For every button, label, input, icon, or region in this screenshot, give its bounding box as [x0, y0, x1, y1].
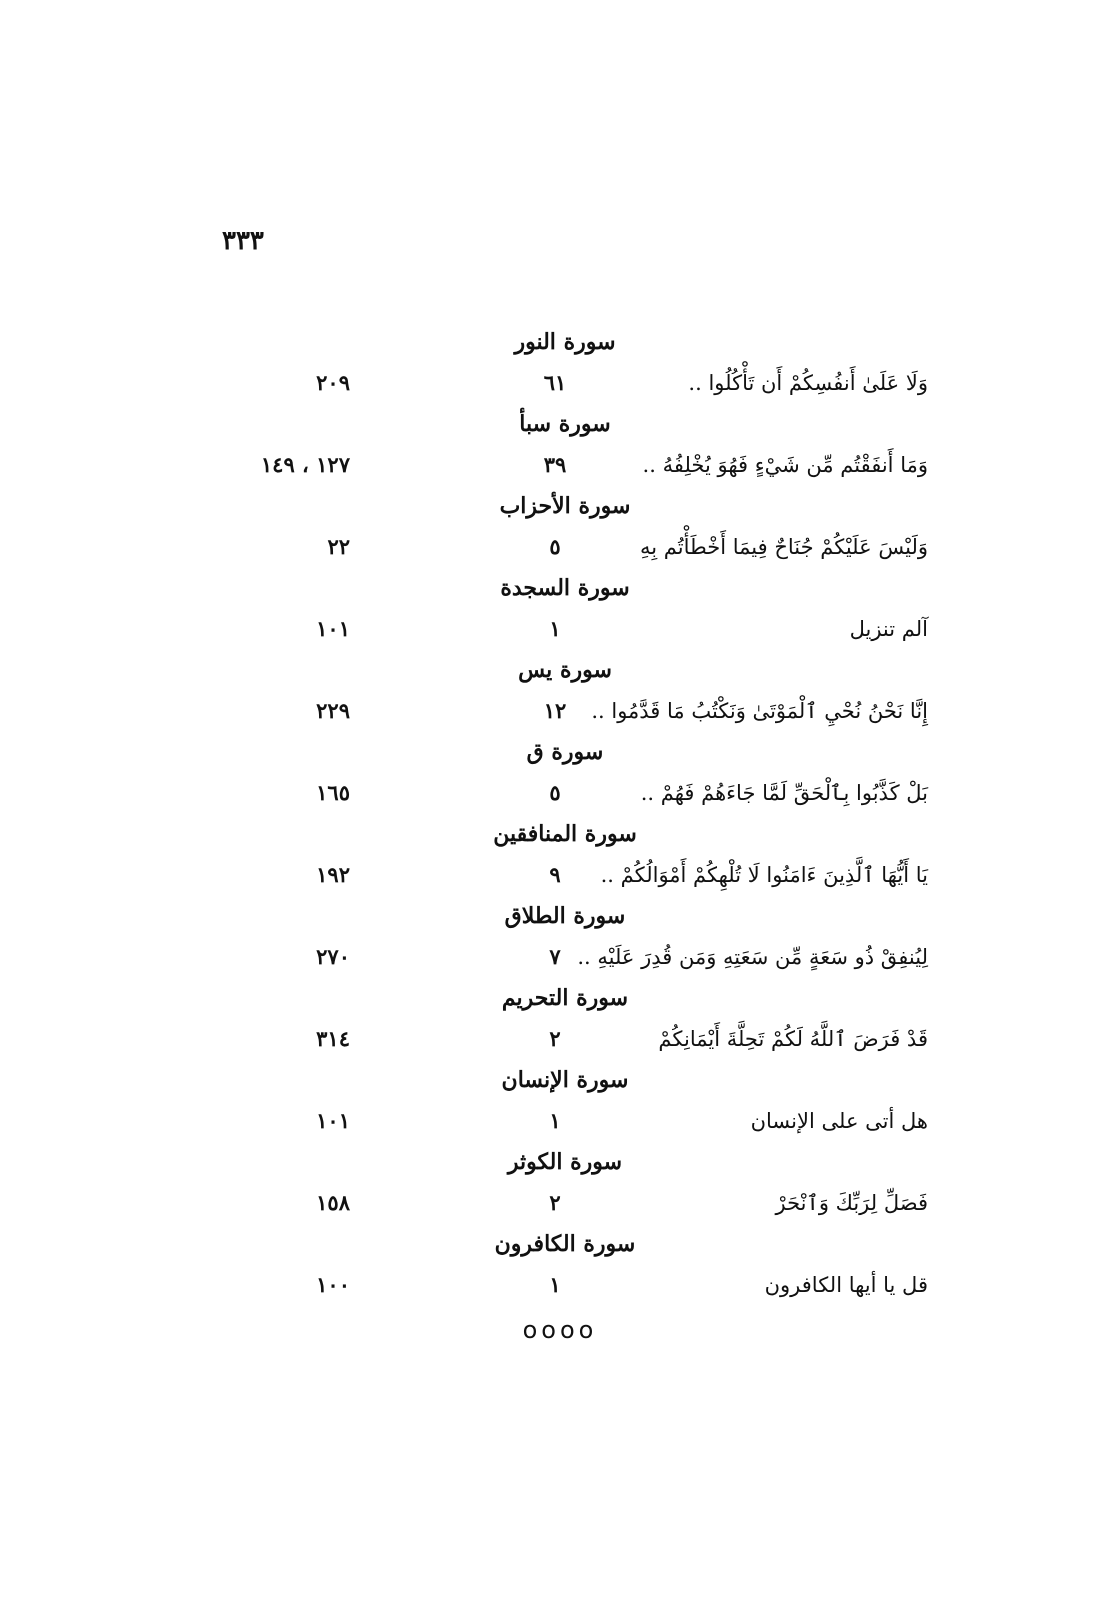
- ayah-number: ٣٩: [543, 452, 567, 477]
- sura-block-al-insan: [0, 1060, 1120, 1142]
- sura-block-qaf: [0, 732, 1120, 814]
- sura-title: سورة سبأ: [519, 411, 611, 437]
- page-references: ٣١٤: [316, 1026, 350, 1051]
- page-references: ١٠٠: [316, 1272, 350, 1297]
- verse-text: وَمَا أَنفَقْتُم مِّن شَيْءٍ فَهُوَ يُخْلِفُهُ ..: [642, 453, 928, 477]
- verse-text: فَصَلِّ لِرَبِّكَ وَٱنْحَرْ: [775, 1191, 928, 1215]
- ayah-number: ١٢: [543, 698, 567, 723]
- page-references: ١٠١: [316, 616, 350, 641]
- sura-title: سورة الكافرون: [494, 1231, 636, 1257]
- sura-block-al-munafiqun: [0, 814, 1120, 896]
- sura-title: سورة النور: [514, 329, 616, 355]
- ayah-number: ١: [549, 1272, 561, 1297]
- sura-block-at-tahrim: [0, 978, 1120, 1060]
- ayah-number: ٦١: [543, 370, 567, 395]
- ayah-number: ٢: [549, 1190, 561, 1215]
- sura-block-al-kafirun: [0, 1224, 1120, 1306]
- verse-entry: [0, 608, 1120, 650]
- verse-text: وَلَا عَلَىٰ أَنفُسِكُمْ أَن تَأْكُلُوا ..: [688, 371, 928, 395]
- page-references: ١٩٢: [316, 862, 350, 887]
- verse-entry: [0, 444, 1120, 486]
- ayah-number: ٢: [549, 1026, 561, 1051]
- verse-entry: [0, 1264, 1120, 1306]
- page-references: ٢٢٩: [316, 698, 350, 723]
- sura-title: سورة التحريم: [501, 985, 629, 1011]
- ayah-number: ٥: [549, 534, 561, 559]
- verse-text: هل أتى على الإنسان: [750, 1109, 928, 1133]
- sura-title: سورة يس: [518, 657, 612, 683]
- page-references: ١٥٨: [316, 1190, 350, 1215]
- ayah-number: ١: [549, 616, 561, 641]
- verse-text: يَا أَيُّهَا ٱلَّذِينَ ءَامَنُوا لَا تُلْهِكُمْ أَمْوَالُكُمْ ..: [600, 863, 928, 887]
- verse-text: قَدْ فَرَضَ ٱللَّهُ لَكُمْ تَحِلَّةَ أَيْمَانِكُمْ: [658, 1027, 928, 1051]
- ayah-number: ١: [549, 1108, 561, 1133]
- verse-entry: [0, 772, 1120, 814]
- verse-text: قل يا أيها الكافرون: [764, 1273, 928, 1297]
- verse-entry: [0, 1018, 1120, 1060]
- verse-entry: [0, 936, 1120, 978]
- page-references: ٢٧٠: [316, 944, 350, 969]
- verse-text: وَلَيْسَ عَلَيْكُمْ جُنَاحٌ فِيمَا أَخْطَأْتُم بِهِ: [640, 535, 928, 559]
- verse-text: بَلْ كَذَّبُوا بِٱلْحَقِّ لَمَّا جَاءَهُمْ فَهُمْ ..: [640, 781, 928, 805]
- sura-block-an-nur: [0, 322, 1120, 404]
- ayah-number: ٧: [549, 944, 561, 969]
- page-references: ١٦٥: [316, 780, 350, 805]
- sura-title: سورة الإنسان: [501, 1067, 629, 1093]
- verse-text: لِيُنفِقْ ذُو سَعَةٍ مِّن سَعَتِهِ وَمَن قُدِرَ عَلَيْهِ ..: [577, 945, 928, 969]
- sura-title: سورة المنافقين: [493, 821, 637, 847]
- ayah-number: ٥: [549, 780, 561, 805]
- page-references: ١٠١: [316, 1108, 350, 1133]
- sura-block-al-kawthar: [0, 1142, 1120, 1224]
- sura-title: سورة الكوثر: [507, 1149, 623, 1175]
- sura-title: سورة الأحزاب: [499, 493, 631, 519]
- sura-title: سورة ق: [526, 739, 604, 765]
- ayah-number: ٩: [549, 862, 561, 887]
- quran-verse-index: [0, 322, 1120, 1306]
- verse-entry: [0, 362, 1120, 404]
- page-references: ٢٠٩: [316, 370, 350, 395]
- page-number: ٣٣٣: [222, 226, 264, 256]
- verse-text: آلم تنزيل: [849, 617, 928, 641]
- sura-block-at-talaq: [0, 896, 1120, 978]
- verse-entry: [0, 526, 1120, 568]
- end-ornament: oooo: [522, 1316, 598, 1344]
- sura-block-as-sajda: [0, 568, 1120, 650]
- sura-block-yasin: [0, 650, 1120, 732]
- page-references: ٢٢: [327, 534, 350, 559]
- verse-text: إِنَّا نَحْنُ نُحْيِ ٱلْمَوْتَىٰ وَنَكْتُبُ مَا قَدَّمُوا ..: [591, 699, 928, 723]
- verse-entry: [0, 1100, 1120, 1142]
- sura-title: سورة السجدة: [500, 575, 630, 601]
- verse-entry: [0, 690, 1120, 732]
- page-references: ١٢٧ ، ١٤٩: [260, 452, 350, 477]
- verse-entry: [0, 854, 1120, 896]
- verse-entry: [0, 1182, 1120, 1224]
- sura-title: سورة الطلاق: [504, 903, 626, 929]
- sura-block-al-ahzab: [0, 486, 1120, 568]
- sura-block-saba: [0, 404, 1120, 486]
